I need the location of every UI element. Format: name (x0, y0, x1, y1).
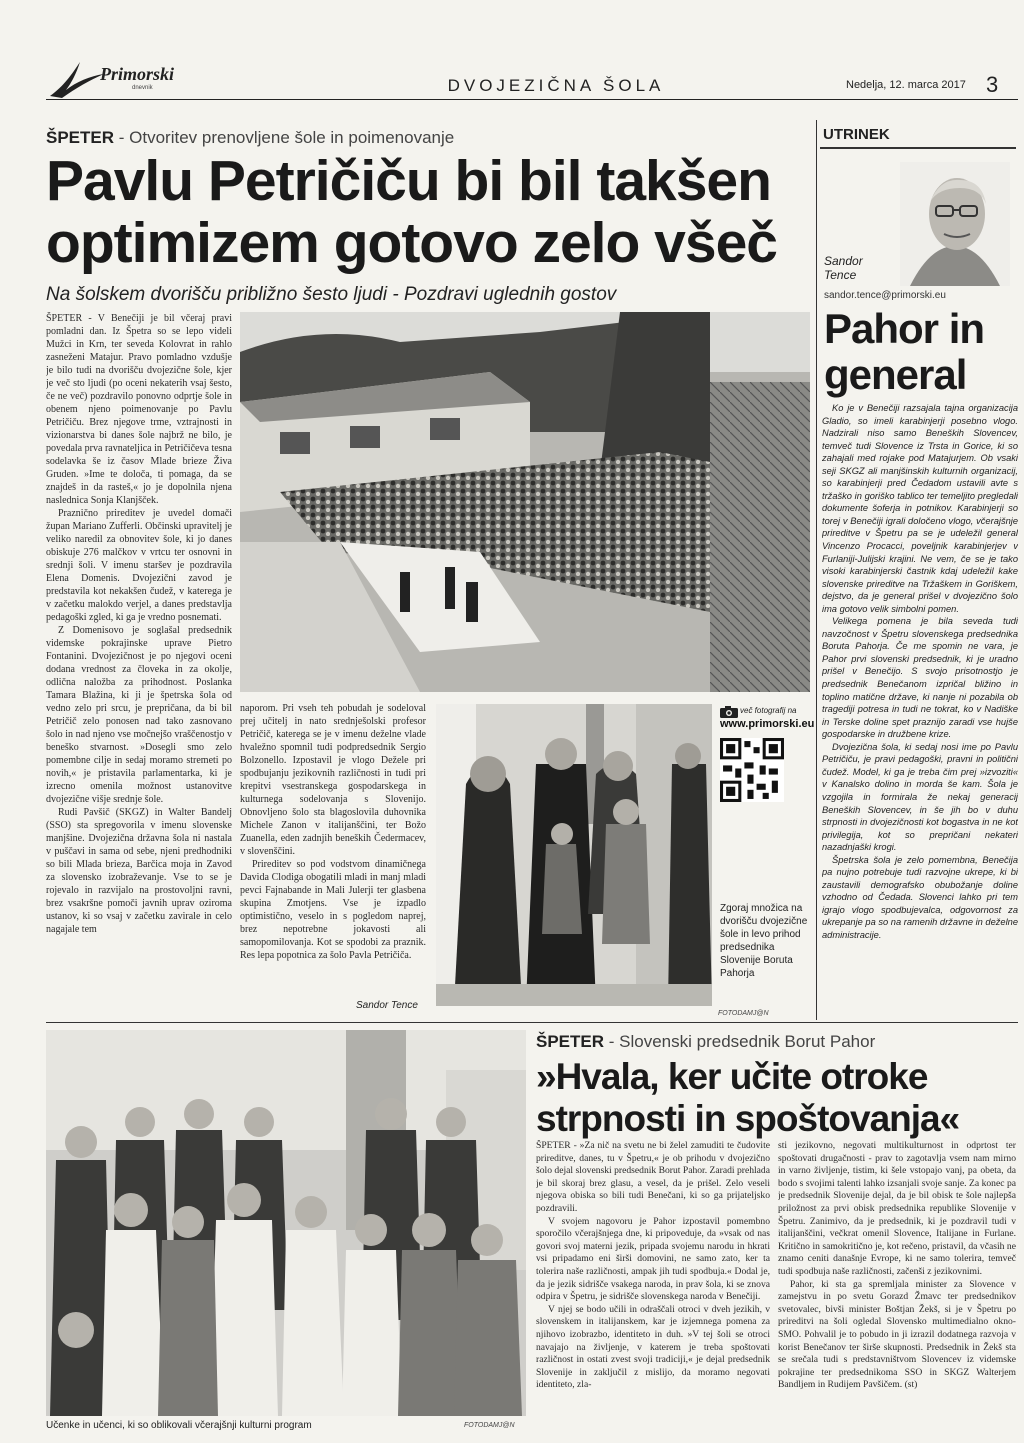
choir-photo-caption: Učenke in učenci, ki so oblikovali včerajšnji kulturni program (46, 1420, 312, 1431)
article-signature: Sandor Tence (356, 1000, 418, 1011)
section-divider (46, 1022, 1018, 1023)
promo-link[interactable]: www.primorski.eu (720, 718, 815, 730)
paragraph: V svojem nagovoru je Pahor izpostavil pomembno sporočilo včerajšnjega dne, ki pripoveduje, da »vsak od nas govori svoj materni jezik, pripada svojemu narodu in hkrati vsi pripadamo eni širši domovini, ne samo zato, ker ta tolerira naše različnosti, ampak jih tudi spodbuja.« Dodal je, da je jezik sidrišče vsakega naroda, in prav šola, ki se znova odpira v Špetru, je sidrišče slovenskega naroda v Benečiji. (536, 1215, 770, 1303)
paragraph: Z Domenisovo je soglašal predsednik videmske pokrajinske uprave Pietro Fontanini. Dvojezičnost je po njegovi oceni dodana vrednost za človeka in za okolje, odlična naložba za prihodnost. Poslanka Tamara Blažina, ki ji je špetrska šola od vedno zelo pri srcu, je prepričana, da bi bil Petričič zelo ponosen nad tako zasnovano šolo in nad njeno vse močnejšo vraščenostjo v beneško stvarnost. »Dosegli smo zelo pomembne cilje in sedaj moramo stremeti po novih,« je pristavila parlamentarka, ki je izrecno omenila možnost ustanovitve dvojezične višje srednje šole. (46, 625, 232, 805)
photo-credit: FOTODAMJ@N (718, 1010, 769, 1017)
camera-icon (720, 706, 738, 718)
utrinek-body (822, 402, 1018, 1020)
paragraph: Pahor, ki sta ga spremljala minister za Slovence v zamejstvu in po svetu Gorazd Žmavc ter predsednikov svetovalec, bivši minister Boštjan Žekš, si je v Špetru po prireditvi na šoli ogledal Slovensko multimedialno okno-SMO. Pohvalil je to pobudo in ji izrazil dodatnega razvoja v korist Benečanov ter širše skupnosti. Predsednik in Žekš sta se srečala tudi s predstavništvom Slovencev iz videmske pokrajine ter predsednikoma SSO in SKGZ Walterjem Bandljem in Rudijem Pavšičem. (st) (778, 1278, 1016, 1391)
author-first-name: Sandor (824, 254, 863, 268)
paragraph: Špetrska šola je zelo pomembna, Benečija pa nujno potrebuje tudi razvojne ukrepe, ki bi zaustavili demografsko obubožanje doline vzhodno od Čedada. Slovenci lahko pri tem igrajo vlogo spodbujevalca, odgovornost za ukrepanje pa so na ramenih državne in deželne administracije. (822, 854, 1018, 940)
bird-logo-icon (46, 56, 106, 98)
main-subheadline: Na šolskem dvorišču približno šesto ljudi - Pozdravi uglednih gostov (46, 284, 617, 305)
headline-line-1: »Hvala, ker učite otroke (536, 1056, 928, 1097)
courtyard-crowd-photo (240, 312, 810, 692)
page-number: 3 (986, 72, 999, 97)
issue-date: Nedelja, 12. marca 2017 (846, 79, 966, 91)
more-photos-promo[interactable] (720, 706, 815, 807)
photo-caption: Zgoraj množica na dvorišču dvojezične šole in levo prihod predsednika Slovenije Boruta Pahorja (720, 903, 808, 979)
qr-code-icon[interactable] (720, 738, 784, 802)
main-kicker (46, 128, 454, 148)
second-headline (536, 1056, 1018, 1140)
paragraph: naporom. Pri vseh teh pobudah je sodeloval prej učitelj in nato srednješolski profesor Petričič, katerega se je v imenu deželne vlade hvaležno spomnil tudi podpredsednik Sergio Bolzonello. Izpostavil je vlogo Dežele pri spodbujanju jezikovnih različnosti in tudi pri krepitvi vsestranskega gospodarskega in kulturnega sodelovanja s Slovenijo. Obnovljeno šolo sta blagoslovila duhovnika Michele Zanon v italijanščini, ter Božo Zuanella, eden zadnjih beneških Čedermacev, v slovenščini. (240, 703, 426, 857)
logo-subtitle: dnevnik (132, 85, 153, 91)
paragraph: Praznično prireditev je uvedel domači župan Mariano Zufferli. Občinski upravitelj je veliko naredil za obnovitev šole, ki jo danes obiskuje 276 malčkov v vrtcu ter osnovni in srednji šoli. V imenu staršev je pozdravila Elena Domenis. Dvojezični zavod je predstavila kot nekakšen čudež, v katerega je v začetku malokdo verjel, a danes predstavlja pedagoški zgled, ki ga je vredno posnemati. (46, 508, 232, 623)
author-portrait (900, 162, 1010, 286)
kicker-topic: - Slovenski predsednik Borut Pahor (604, 1032, 876, 1051)
kicker-place: ŠPETER (46, 128, 115, 147)
author-name (824, 254, 863, 282)
president-arrival-photo (436, 704, 712, 1006)
section-title: DVOJEZIČNA ŠOLA (447, 76, 665, 95)
paragraph: Ko je v Benečiji razsajala tajna organizacija Gladio, so imeli karabinjerji posebno vlogo. Nadzirali niso samo Beneških Slovencev, temveč tudi Slovence iz Trsta in Gorice, ki so zahajali med rojake pod Matajurjem. Ob vsaki seji SKGZ ali manjšinskih kulturnih organizacij, so karabinjerji pred Čedadom ustavili avte s tržaško in goriško tablico ter temeljito pregledali dokumente šoferja in potnikov. Karabinjerji so torej v Benečiji igrali določeno vlogo, včerajšnje prireditve v Špetru pa se je udeležil general Vincenzo Procacci, poveljnik karabinjerjev v Furlaniji-Julijski krajini. Ne vem, če se je tako visoki karabinjerski častnik kdaj udeležil kake slovenske prireditve na Tržaškem in Goriškem, dejstvo, da je general prišel v dvojezično šolo ima gotovo velik simbolni pomen. (822, 403, 1018, 614)
second-kicker (536, 1032, 875, 1052)
paragraph: Velikega pomena je bila seveda tudi navzočnost v Špetru slovenskega predsednika Boruta Pahorja. Če me spomin ne vara, je Pahor prvi slovenski predsednik, ki je uradno prišel v Benečijo. S svojo prisotnostjo je predsednik Benečanom izpričal bližino in toplino matične države, ki nanje ni pozabila ob tragediji potresa in tudi ne tokrat, ko v Nadiške in Terske doline spet praznijo zaradi vse hujše gospodarske in družbene krize. (822, 616, 1018, 740)
main-article-column-2 (240, 702, 426, 1002)
choir-photo-credit: FOTODAMJ@N (464, 1422, 515, 1429)
headline-line-2: strpnosti in spoštovanja« (536, 1098, 960, 1139)
utrinek-title-line-1: Pahor in (824, 305, 985, 352)
headline-line-2: optimizem gotovo zelo všeč (46, 211, 777, 275)
headline-line-1: Pavlu Petričiču bi bil takšen (46, 149, 771, 213)
column-divider (816, 120, 817, 1020)
main-headline (46, 150, 816, 274)
children-choir-photo (46, 1030, 526, 1416)
paragraph: Prireditev so pod vodstvom dinamičnega Davida Clodiga obogatili mladi in manj mladi pevci Fajnabande in Mali Julerji ter glasbena skupina Zmotjens. Vse je izpadlo optimistično, veselo in s pogledom naprej, brez nepotrebne jokavosti ali samopomilovanja. Kot se spodobi za praznik. Res lepa popotnica za šolo Pavla Petričiča. (240, 859, 426, 961)
utrinek-title (824, 306, 1014, 398)
utrinek-rule (820, 147, 1016, 149)
paragraph: ŠPETER - V Benečiji je bil včeraj pravi pomladni dan. Iz Špetra so se lepo videli Mužci in Krn, ter seveda Kolovrat in rahlo zasneženi Matajur. Pravo pomladno vzdušje je bilo tudi na dvorišču dvojezične šole, kjer je več sto ljudi (po oceni nekaterih vsaj šesto, če ne več) pozdravilo ponovno odprtje šole in obenem njeno poimenovanje po Pavlu Petričiču. Brez njegove trme, vztrajnosti in vizionarstva bi danes šole najbrž ne bilo, je povedala prva ravnateljica in Petričičeva tesna sodelavka še iz časov Mlade brieze Živa Gruden. »Ime te določa, ti pomaga, da se znajdeš in da rasteš,« jo je dopolnila njena naslednica Sonja Klanjšček. (46, 313, 232, 506)
kicker-topic: - Otvoritev prenovljene šole in poimenovanje (114, 128, 455, 147)
author-email[interactable]: sandor.tence@primorski.eu (824, 290, 946, 301)
paragraph: sti jezikovno, negovati multikulturnost in odprtost ter spoštovati drugačnosti - prav to zagotavlja vsem nam mirno in varno življenje, tistim, ki šele vstopajo vanj, pa obeta, da bodo s svojimi talenti lahko izsanjali svoje sanje. Za konec pa je predsednik Slovenije dejal, da je bil obisk te šole najlepša priložnost za prvi obisk predsednika republike Slovenije v Špetru. Zanimivo, da je predsednik, ki je pozdravil tudi v italijanščini, večkrat omenil Slovence, Italijane in Furlane. Kritično in samokritično je, kot rečeno, pristavil, da včasih ne znamo ceniti današnje Evrope, ki ne samo tolerira, temveč tudi spodbuja naše različnosti, začenši z jezikovnimi. (778, 1140, 1016, 1277)
utrinek-label: UTRINEK (823, 126, 890, 143)
masthead (46, 56, 1018, 100)
paragraph: Dvojezična šola, ki sedaj nosi ime po Pavlu Petričiču, je pravi pedagoški, pravni in politični čudež. Model, ki ga je treba čim prej »izvoziti« v Kanalsko dolino in morda še kam. Šola je vzgojila in formirala že nekaj generacij Beneških Slovencev, in še jih bo v duhu strpnosti in dvojezičnosti kot bogastva in ne kot privilegija, kot so prepričani nekateri nazadnjaški krogi. (822, 741, 1018, 853)
second-article-column-2 (778, 1140, 1016, 1430)
logo-text: Primorski (100, 64, 175, 84)
logo (46, 56, 186, 98)
paragraph: V njej se bodo učili in odraščali otroci v dveh jezikih, v slovenskem in italijanskem, kar je izjemnega pomena za njihovo izobrazbo, identiteto in duh. »V tej šoli se otroci navajajo na življenje, v katerem je treba spoštovati različnost in ostati zvest svoji tradiciji,« je dejal predsednik Slovenije in zaključil z mislijo, da moramo negovati identiteto, zla- (536, 1303, 770, 1391)
second-article-column-1 (536, 1140, 770, 1430)
main-article-column-1 (46, 312, 232, 1014)
author-last-name: Tence (824, 268, 857, 282)
kicker-place: ŠPETER (536, 1032, 605, 1051)
utrinek-title-line-2: general (824, 351, 967, 398)
paragraph: Rudi Pavšič (SKGZ) in Walter Bandelj (SSO) sta spregovorila v imenu slovenske manjšine. Dvojezična državna šola ni nastala v puščavi in sama od sebe, njeni predhodniki so bili Mlada brieza, Barčica moja in Zavod za slovensko izobraževanje. Vse to se je rojevalo in razvijalo na prostovoljni ravni, brez vsakršne pomoči javnih uprav oziroma ustanov, ki so vsaj v začetku zavirale in celo nagajale tem (46, 807, 232, 935)
promo-text: več fotografij na (740, 706, 797, 715)
paragraph: ŠPETER - »Za nič na svetu ne bi želel zamuditi te čudovite prireditve, danes, tu v Špetru,« je ob prihodu v dvojezično šolo dejal slovenski predsednik Borut Pahor. Zaradi prehlada je bil skoraj brez glasu, a vesel, da je prišel. Zelo veseli njegova obiska so bili tudi Benečani, ki so ga prijateljsko pozdravili. (536, 1140, 770, 1214)
